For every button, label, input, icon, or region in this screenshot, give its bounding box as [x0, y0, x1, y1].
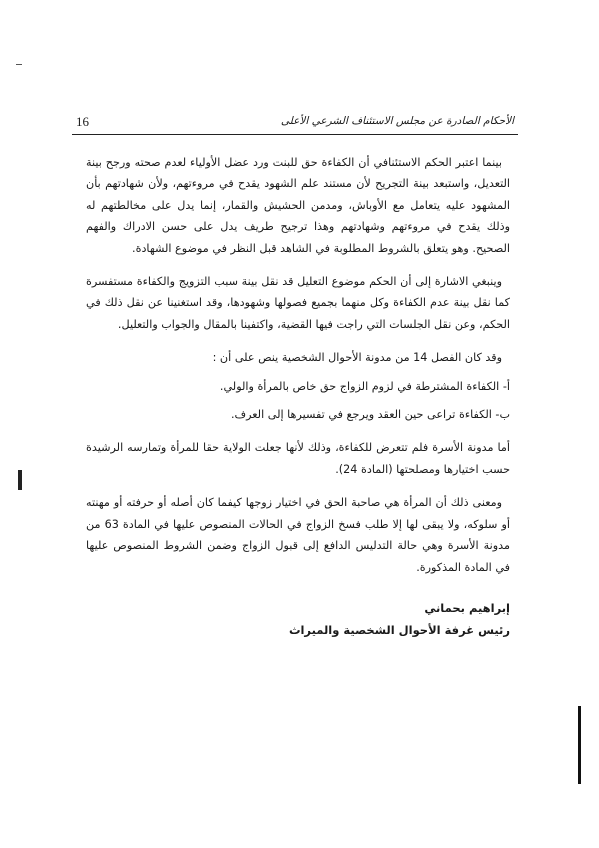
running-title: الأحكام الصادرة عن مجلس الاستئناف الشرعي الأعلى [280, 115, 514, 127]
body-text [86, 152, 510, 590]
page-number: 16 [76, 114, 89, 129]
paragraph: أما مدونة الأسرة فلم تتعرض للكفاءة، وذلك لأنها جعلت الولاية حقا للمرأة وتمارسه الرشيدة حسب اختيارها ومصلحتها (المادة 24). [86, 441, 510, 476]
list-item: ب- الكفاءة تراعى حين العقد ويرجع في تفسيرها إلى العرف. [230, 408, 510, 422]
signature-block [86, 597, 510, 641]
paragraph: بينما اعتبر الحكم الاستئنافي أن الكفاءة حق للبنت ورد عضل الأولياء لعدم صحته ورجح بينة التعديل، واستبعد بينة التجريح لأن مستند علم الشهود يقدح في مروءتهم، ولأن شهادتهم بأن المشهود عليه يتعامل مع الأوباش، ومدمن الحشيش والقمار، إنما يدل على مخالطتهم له وذلك يقدح في مروءتهم وشهادتهم وهذا ترجيح طريف يدل على حسن الادراك والفهم الصحيح. وهو يتعلق بالشروط المطلوبة في الشاهد قبل النظر في موضوع الشهادة. [86, 156, 510, 255]
scan-mark [578, 706, 581, 784]
paragraph: وينبغي الاشارة إلى أن الحكم موضوع التعليل قد نقل بينة سبب التزويج والكفاءة مستفسرة كما نقل بينة عدم الكفاءة وكل منهما بجميع فصولها وشهودها، وقد استغنينا عن نقل ذلك في الحكم، وعن نقل الجلسات التي راجت فيها القضية، واكتفينا بالمقال والجواب والتعليل. [86, 275, 510, 331]
signatory-title: رئيس غرفة الأحوال الشخصية والميراث [288, 623, 510, 637]
scan-mark [16, 64, 22, 65]
paragraph: وقد كان الفصل 14 من مدونة الأحوال الشخصية ينص على أن : [212, 351, 502, 365]
paragraph: ومعنى ذلك أن المرأة هي صاحبة الحق في اختيار زوجها كيفما كان أصله أو حرفته أو مهنته أو سلوكه، ولا يبقى لها إلا طلب فسخ الزواج في الحالات المنصوص عليها في المادة 63 من مدونة الأسرة وهي حالة التدليس الدافع إلى قبول الزواج وضمن الشروط المنصوص عليها في المادة المذكورة. [86, 496, 510, 574]
list-item: أ- الكفاءة المشترطة في لزوم الزواج حق خاص بالمرأة والولي. [219, 379, 510, 393]
signatory-name: إبراهيم بحماني [424, 601, 510, 615]
page-header [74, 112, 516, 134]
header-divider [72, 134, 518, 135]
scan-mark [18, 470, 22, 490]
